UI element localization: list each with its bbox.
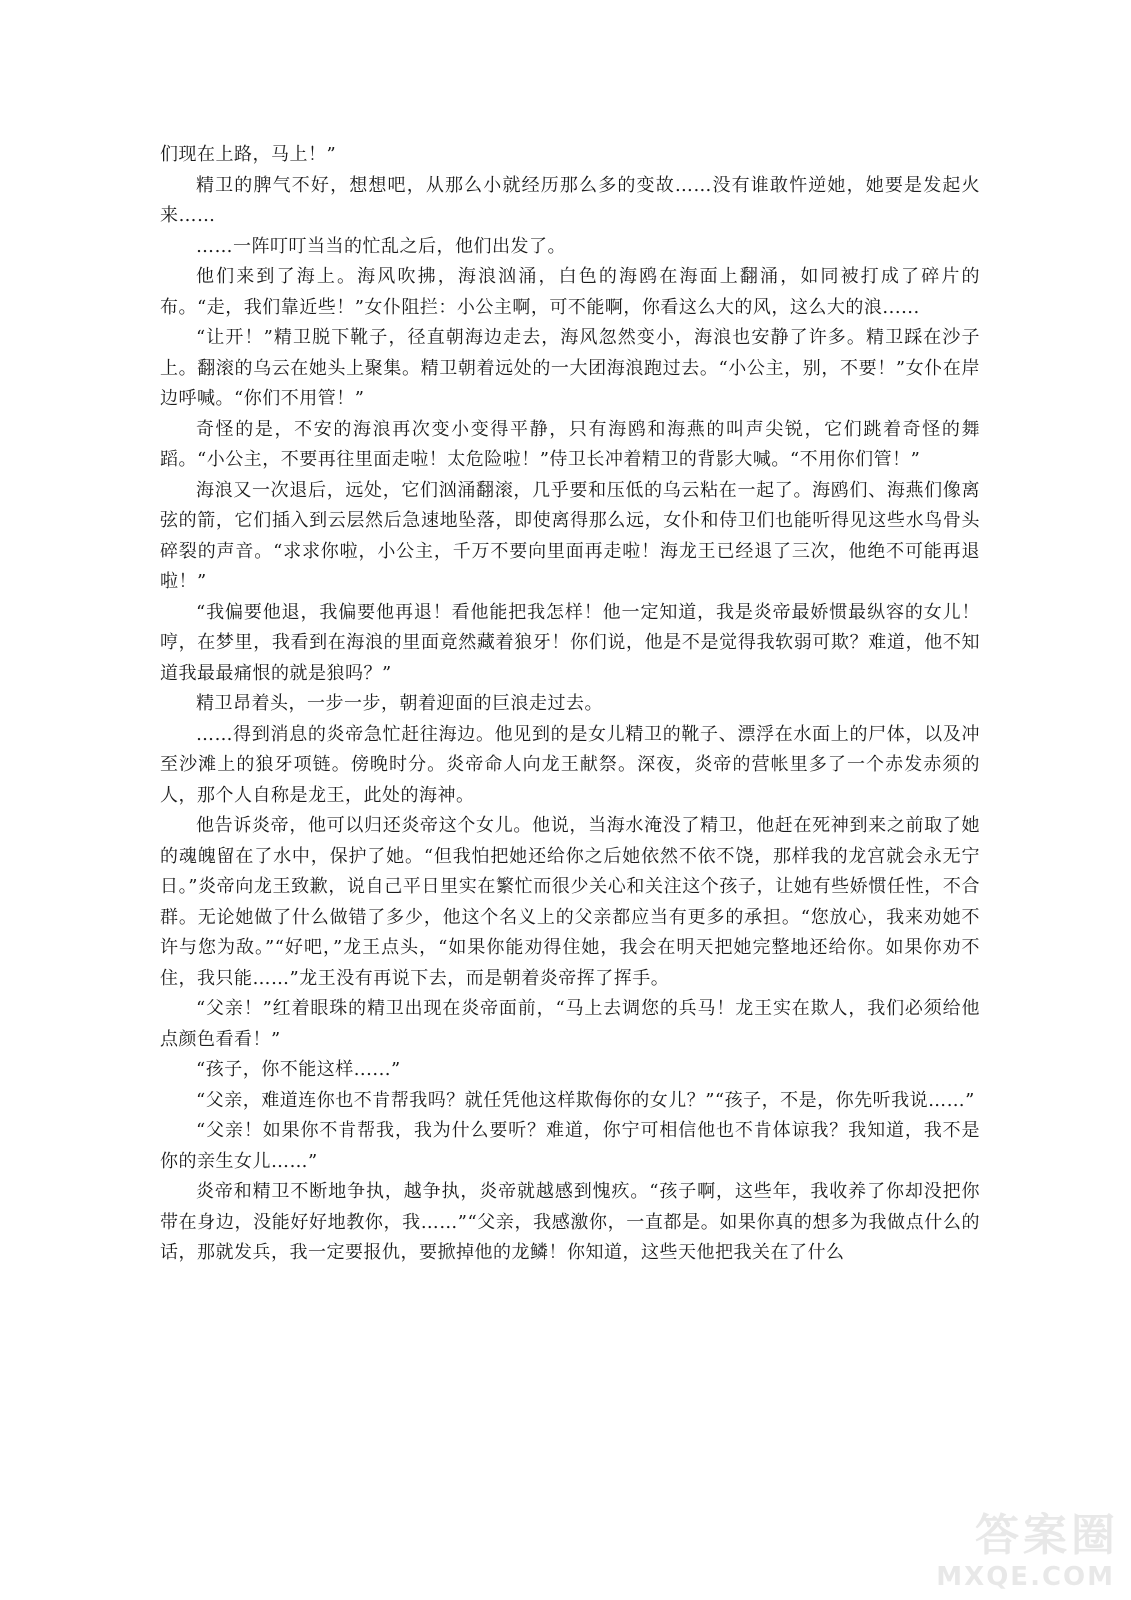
paragraph: 奇怪的是，不安的海浪再次变小变得平静，只有海鸥和海燕的叫声尖锐，它们跳着奇怪的舞蹈。“小公主，不要再往里面走啦！太危险啦！”侍卫长冲着精卫的背影大喊。“不用你们管！” (160, 418, 980, 470)
watermark-url: MXQE.COM (936, 1562, 1115, 1592)
paragraph: “父亲！如果你不肯帮我，我为什么要听？难道，你宁可相信他也不肯体谅我？我知道，我不是你的亲生女儿……” (160, 1120, 980, 1172)
paragraph: 他告诉炎帝，他可以归还炎帝这个女儿。他说，当海水淹没了精卫，他赶在死神到来之前取了她的魂魄留在了水中，保护了她。“但我怕把她还给你之后她依然不依不饶，那样我的龙宫就会永无宁日。”炎帝向龙王致歉，说自己平日里实在繁忙而很少关心和关注这个孩子，让她有些娇惯任性，不合群。无论她做了什么做错了多少，他这个名义上的父亲都应当有更多的承担。“您放心，我来劝她不许与您为敌。”“好吧，”龙王点头，“如果你能劝得住她，我会在明天把她完整地还给你。如果你劝不住，我只能……”龙王没有再说下去，而是朝着炎帝挥了挥手。 (160, 815, 980, 989)
paragraph: ……得到消息的炎帝急忙赶往海边。他见到的是女儿精卫的靴子、漂浮在水面上的尸体，以及冲至沙滩上的狼牙项链。傍晚时分。炎帝命人向龙王献祭。深夜，炎帝的营帐里多了一个赤发赤须的人，那个人自称是龙王，此处的海神。 (160, 723, 980, 806)
paragraph: “我偏要他退，我偏要他再退！看他能把我怎样！他一定知道，我是炎帝最娇惯最纵容的女儿！哼，在梦里，我看到在海浪的里面竟然藏着狼牙！你们说，他是不是觉得我软弱可欺？难道，他不知道我最最痛恨的就是狼吗？” (160, 601, 980, 684)
paragraph: 们现在上路，马上！” (160, 144, 337, 165)
paragraph: 海浪又一次退后，远处，它们汹涌翻滚，几乎要和压低的乌云粘在一起了。海鸥们、海燕们像离弦的箭，它们插入到云层然后急速地坠落，即使离得那么远，女仆和侍卫们也能听得见这些水鸟骨头碎裂的声音。“求求你啦，小公主，千万不要向里面再走啦！海龙王已经退了三次，他绝不可能再退啦！” (160, 479, 980, 592)
paragraph: “让开！”精卫脱下靴子，径直朝海边走去，海风忽然变小，海浪也安静了许多。精卫踩在沙子上。翻滚的乌云在她头上聚集。精卫朝着远处的一大团海浪跑过去。“小公主，别，不要！”女仆在岸边呼喊。“你们不用管！” (160, 327, 980, 409)
paragraph: 精卫的脾气不好，想想吧，从那么小就经历那么多的变故……没有谁敢忤逆她，她要是发起火来…… (160, 174, 980, 226)
paragraph: “孩子，你不能这样......” (196, 1059, 401, 1080)
watermark (909, 1512, 1119, 1592)
paragraph: “父亲，难道连你也不肯帮我吗？就任凭他这样欺侮你的女儿？”“孩子，不是，你先听我说……” (196, 1089, 975, 1111)
paragraph: 精卫昂着头，一步一步，朝着迎面的巨浪走过去。 (196, 693, 603, 714)
paragraph: 炎帝和精卫不断地争执，越争执，炎帝就越感到愧疚。“孩子啊，这些年，我收养了你却没把你带在身边，没能好好地教你，我……”“父亲，我感激你，一直都是。如果你真的想多为我做点什么的话，那就发兵，我一定要报仇，要掀掉他的龙鳞！你知道，这些天他把我关在了什么 (160, 1181, 980, 1263)
paragraph: “父亲！”红着眼珠的精卫出现在炎帝面前，“马上去调您的兵马！龙王实在欺人，我们必须给他点颜色看看！” (160, 998, 980, 1050)
watermark-logo: 答案圈 (975, 1510, 1119, 1561)
paragraph: ……一阵叮叮当当的忙乱之后，他们出发了。 (196, 235, 566, 257)
document-body (160, 140, 980, 1269)
paragraph: 他们来到了海上。海风吹拂，海浪汹涌，白色的海鸥在海面上翻涌，如同被打成了碎片的布。“走，我们靠近些！”女仆阻拦：小公主啊，可不能啊，你看这么大的风，这么大的浪...... (160, 266, 980, 318)
